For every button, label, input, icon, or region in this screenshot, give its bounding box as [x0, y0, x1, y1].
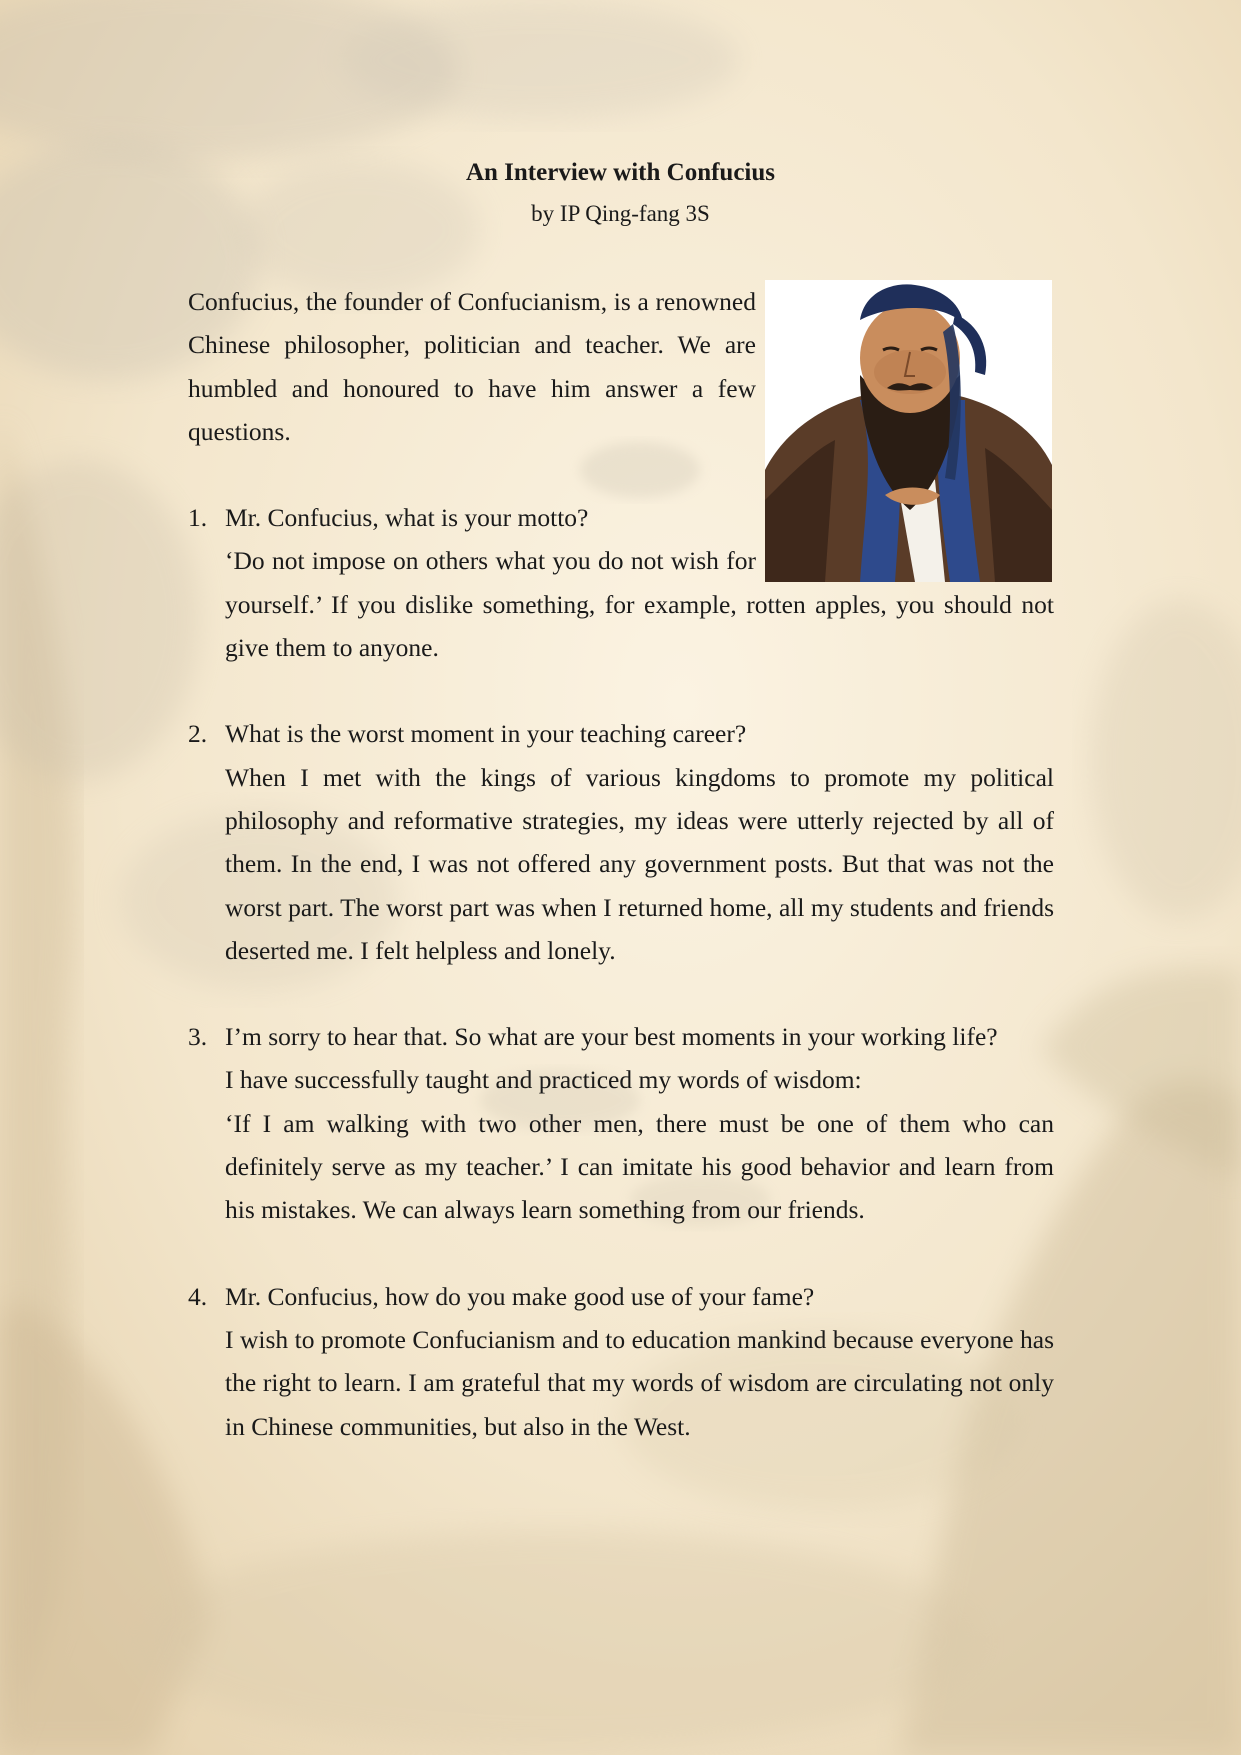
- qa-number: 2.: [188, 719, 208, 749]
- qa-question: What is the worst moment in your teaching career?: [225, 719, 747, 749]
- qa-number: 4.: [188, 1281, 208, 1311]
- qa-answer: When I met with the kings of various kingdoms to promote my political philosophy and reformative strategies, my ideas were utterly rejected by all of them. In the end, I was not offered any government posts. But that was not the worst part. The worst part was when I returned home, all my students and friends deserted me. I felt helpless and lonely.: [225, 762, 1054, 965]
- qa-question: Mr. Confucius, how do you make good use of your fame?: [225, 1281, 815, 1311]
- qa-question: Mr. Confucius, what is your motto?: [225, 503, 589, 533]
- qa-answer: I have successfully taught and practiced my words of wisdom:: [225, 1065, 862, 1095]
- qa-item-1: [188, 496, 1054, 669]
- qa-question: I’m sorry to hear that. So what are your best moments in your working life?: [225, 1022, 998, 1052]
- qa-item-4: [188, 1275, 1054, 1448]
- document-byline: by IP Qing-fang 3S: [531, 201, 710, 226]
- qa-item-3: [188, 1015, 1054, 1231]
- qa-answer-quote: ‘If I am walking with two other men, there must be one of them who can definitely serve as my teacher.’ I can imitate his good behavior and learn from his mistakes. We can always learn something from our friends.: [225, 1108, 1054, 1225]
- qa-item-2: [188, 712, 1054, 972]
- document-title: An Interview with Confucius: [465, 159, 776, 186]
- qa-number: 1.: [188, 503, 208, 533]
- qa-number: 3.: [188, 1022, 208, 1052]
- qa-answer: ‘Do not impose on others what you do not wish for yourself.’ If you dislike something, for example, rotten apples, you should not give them to anyone.: [225, 546, 1054, 663]
- intro-paragraph: Confucius, the founder of Confucianism, is a renowned Chinese philosopher, politician and teacher. We are humbled and honoured to have him answer a few questions.: [188, 287, 756, 446]
- document-body: [188, 280, 1054, 1491]
- qa-answer: I wish to promote Confucianism and to education mankind because everyone has the right to learn. I am grateful that my words of wisdom are circulating not only in Chinese communities, but also in the West.: [225, 1324, 1054, 1441]
